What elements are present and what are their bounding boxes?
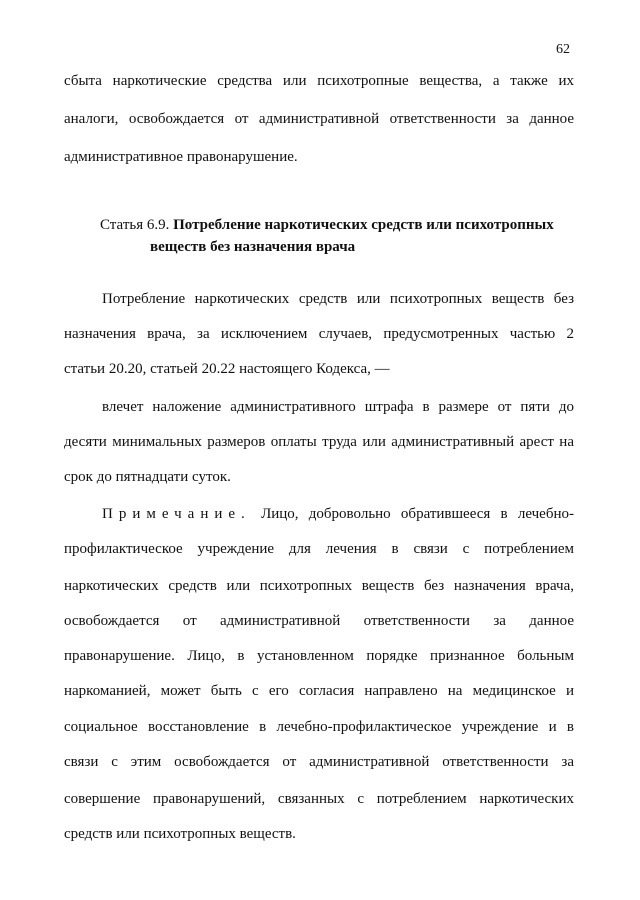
page-number: 62 [556, 42, 570, 57]
note-line: освобождается от административной ответственности за данное [64, 613, 574, 629]
para1-line: назначения врача, за исключением случаев, предусмотренных частью 2 [64, 326, 574, 342]
note-first-line [102, 505, 574, 523]
note-line: социальное восстановление в лечебно-профилактическое учреждение и в [64, 719, 574, 735]
para2-line: срок до пятнадцати суток. [64, 469, 231, 485]
intro-line: аналоги, освобождается от административной ответственности за данное [64, 111, 574, 127]
article-title-line1: Потребление наркотических средств или психотропных [173, 217, 554, 233]
article-title-line2: веществ без назначения врача [150, 239, 356, 255]
note-line: правонарушение. Лицо, в установленном порядке признанное больным [64, 648, 574, 664]
note-line: совершение правонарушений, связанных с потреблением наркотических [64, 791, 574, 807]
article-heading [100, 214, 580, 258]
note-line: средств или психотропных веществ. [64, 826, 296, 842]
note-line: связи с этим освобождается от административной ответственности за [64, 754, 574, 770]
article-number: Статья 6.9. [100, 217, 170, 233]
intro-line: сбыта наркотические средства или психотропные вещества, а также их [64, 73, 574, 89]
para1-line: Потребление наркотических средств или психотропных веществ без [102, 291, 574, 307]
intro-line: административное правонарушение. [64, 149, 298, 165]
note-line: наркотических средств или психотропных веществ без назначения врача, [64, 578, 574, 594]
note-label: Примечание. [102, 506, 251, 522]
note-line: наркоманией, может быть с его согласия направлено на медицинское и [64, 683, 574, 699]
para1-line: статьи 20.20, статьей 20.22 настоящего Кодекса, — [64, 361, 390, 377]
para2-line: влечет наложение административного штрафа в размере от пяти до [102, 399, 574, 415]
note-line: профилактическое учреждение для лечения в связи с потреблением [64, 541, 574, 557]
para2-line: десяти минимальных размеров оплаты труда или административный арест на [64, 434, 574, 450]
note-first-line-text: Лицо, добровольно обратившееся в лечебно- [261, 506, 574, 522]
